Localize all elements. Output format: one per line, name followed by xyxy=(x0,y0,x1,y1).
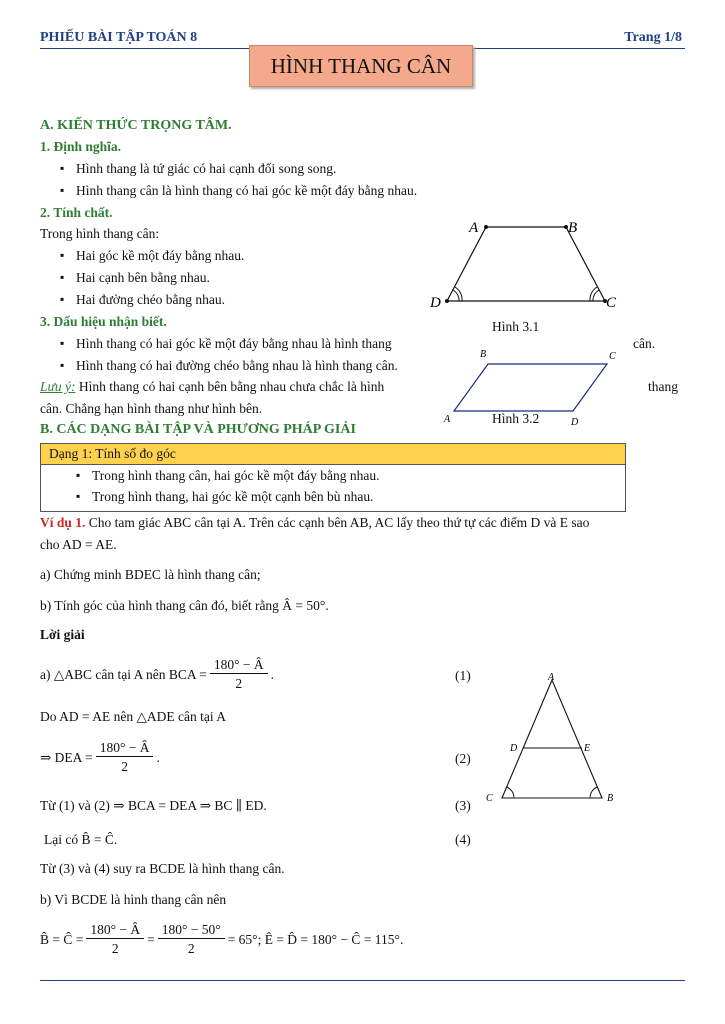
method-box-title: Dạng 1: Tính số đo góc xyxy=(41,444,625,465)
sign-heading: 3. Dấu hiệu nhận biết. xyxy=(40,314,167,329)
fraction: $\frac{180^\circ - Â}{2}$ xyxy=(86,922,144,957)
figure1-caption: Hình 3.1 xyxy=(492,319,540,334)
solution-line8: B̂ = Ĉ = $\frac{180^\circ - Â}{2}$ = $\frac{180^\circ - 50^\circ}{2}$ = 65°; Ê = D̂ = 180° − Ĉ = 115°. xyxy=(40,922,404,956)
fig3-label-e: E xyxy=(584,743,591,754)
solution-line2: Do AD = AE nên △ADE cân tại A xyxy=(40,709,226,724)
note-text: Hình thang có hai cạnh bên bằng nhau chưa chắc là hình xyxy=(75,379,385,394)
solution-line3: ⇒ DEA = $\frac{180^\circ - Â}{2}$ . xyxy=(40,740,160,774)
fig1-label-d: D xyxy=(430,295,441,311)
question-a: a) Chứng minh BDEC là hình thang cân; xyxy=(40,567,261,582)
fig1-label-b: B xyxy=(568,220,578,236)
property-item: ▪ Hai góc kề một đáy bằng nhau. xyxy=(76,248,244,264)
solution-line7: b) Vì BCDE là hình thang cân nên xyxy=(40,892,227,907)
fraction: $\frac{180^\circ - Â}{2}$ xyxy=(210,657,268,692)
fig3-label-d: D xyxy=(510,743,518,754)
figure2-caption: Hình 3.2 xyxy=(492,411,540,426)
property-intro: Trong hình thang cân: xyxy=(40,226,160,241)
solution-heading: Lời giải xyxy=(40,627,85,642)
solution-text: a) △ABC cân tại A nên BCA = xyxy=(40,666,207,682)
note-label: Lưu ý: xyxy=(40,379,76,394)
example-label: Ví dụ 1. xyxy=(40,515,86,530)
sign-item-continuation: cân. xyxy=(633,336,656,351)
property-heading: 2. Tính chất. xyxy=(40,205,113,220)
method-box xyxy=(40,443,626,512)
note-continuation: thang xyxy=(648,379,678,394)
fig2-label-d: D xyxy=(571,417,579,428)
fig3-label-b: B xyxy=(607,793,614,804)
property-item: ▪ Hai cạnh bên bằng nhau. xyxy=(76,270,210,286)
section-a-heading: A. KIẾN THỨC TRỌNG TÂM. xyxy=(40,118,232,133)
fraction: $\frac{180^\circ - 50^\circ}{2}$ xyxy=(158,922,225,957)
definition-heading: 1. Định nghĩa. xyxy=(40,139,122,154)
fraction: $\frac{180^\circ - Â}{2}$ xyxy=(96,740,154,775)
example-line2: cho AD = AE. xyxy=(40,537,117,552)
equation-tag: (1) xyxy=(455,668,471,683)
solution-line5: Lại có B̂ = Ĉ. xyxy=(44,832,118,847)
solution-text: ⇒ DEA = xyxy=(40,749,93,765)
header-title: PHIẾU BÀI TẬP TOÁN 8 xyxy=(40,30,198,45)
fig1-label-a: A xyxy=(469,220,479,236)
equation-tag: (3) xyxy=(455,798,471,813)
note-line2: cân. Chẳng hạn hình thang như hình bên. xyxy=(40,401,263,416)
fig1-label-c: C xyxy=(606,295,617,311)
example-text: Cho tam giác ABC cân tại A. Trên các cạnh bên AB, AC lấy theo thứ tự các điểm D và E sao xyxy=(85,515,590,530)
solution-line1: a) △ABC cân tại A nên BCA = $\frac{180^\circ - Â}{2}$ . xyxy=(40,657,274,691)
fig3-label-a: A xyxy=(548,672,555,683)
equation-tag: (2) xyxy=(455,751,471,766)
note xyxy=(40,379,384,395)
definition-item: ▪ Hình thang là tứ giác có hai cạnh đối song song. xyxy=(76,161,336,177)
example-line1 xyxy=(40,515,589,531)
fig2-label-a: A xyxy=(444,414,451,425)
sign-item: ▪ Hình thang có hai góc kề một đáy bằng nhau là hình thang xyxy=(76,336,392,352)
figure-isosceles-trapezoid xyxy=(425,215,625,315)
section-b-heading: B. CÁC DẠNG BÀI TẬP VÀ PHƯƠNG PHÁP GIẢI xyxy=(40,422,356,437)
footer-rule xyxy=(40,980,685,981)
fig2-label-c: C xyxy=(609,351,616,362)
method-item: ▪ Trong hình thang cân, hai góc kề một đáy bằng nhau. xyxy=(92,468,379,484)
figure-triangle xyxy=(480,668,630,813)
method-item: ▪ Trong hình thang, hai góc kề một cạnh bên bù nhau. xyxy=(92,489,373,505)
solution-line6: Từ (3) và (4) suy ra BCDE là hình thang cân. xyxy=(40,861,285,876)
definition-item: ▪ Hình thang cân là hình thang có hai góc kề một đáy bằng nhau. xyxy=(76,183,417,199)
question-b: b) Tính góc của hình thang cân đó, biết rằng Â = 50°. xyxy=(40,598,329,613)
page-title: HÌNH THANG CÂN xyxy=(249,45,473,87)
fig3-label-c: C xyxy=(486,793,493,804)
equation-tag: (4) xyxy=(455,832,471,847)
property-item: ▪ Hai đường chéo bằng nhau. xyxy=(76,292,225,308)
solution-line4: Từ (1) và (2) ⇒ BCA = DEA ⇒ BC ∥ ED. xyxy=(40,798,267,813)
sign-item: ▪ Hình thang có hai đường chéo bằng nhau là hình thang cân. xyxy=(76,358,398,374)
page-number: Trang 1/8 xyxy=(624,30,682,45)
fig2-label-b: B xyxy=(480,349,487,360)
